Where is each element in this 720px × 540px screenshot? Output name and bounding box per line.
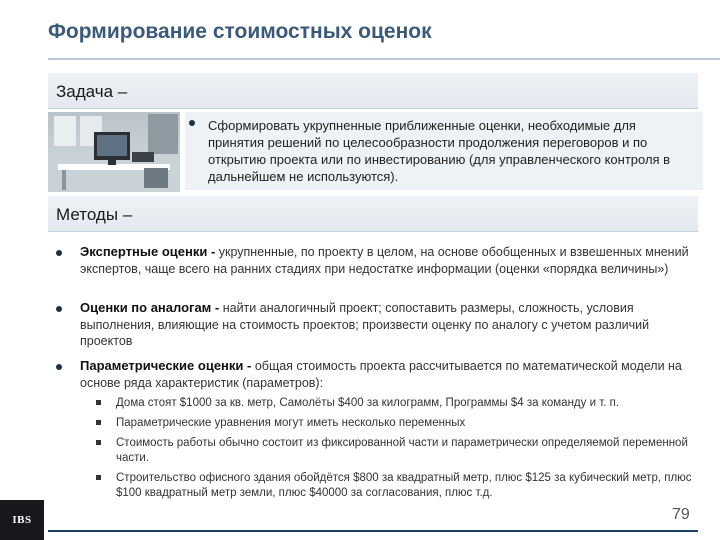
- sub-item-text: Строительство офисного здания обойдётся $800 за квадратный метр, плюс $125 за кубический метр, плюс $100 квадратный метр земли, плюс $40000 за согласования, плюс т.д.: [116, 472, 692, 499]
- methods-heading-band: [48, 196, 698, 232]
- task-heading: Задача –: [56, 82, 128, 101]
- square-bullet-icon: [96, 440, 101, 445]
- method-description: [80, 358, 692, 391]
- square-bullet-icon: [96, 475, 101, 480]
- task-bullet: [185, 112, 703, 190]
- method-text: укрупненные, по проекту в целом, на основе обобщенных и взвешенных мнений экспертов, чаще всего на ранних стадиях при недостатке информации (оценки «порядка величины»): [80, 245, 689, 276]
- bullet-icon: [56, 306, 62, 312]
- footer-divider: [48, 530, 698, 532]
- bullet-icon: [56, 250, 62, 256]
- method-title: Экспертные оценки -: [80, 244, 216, 259]
- sub-item-text: Параметрические уравнения могут иметь несколько переменных: [116, 417, 466, 429]
- bullet-icon: [189, 120, 195, 126]
- bullet-icon: [56, 364, 62, 370]
- method-text: найти аналогичный проект; сопоставить размеры, сложность, условия выполнения, влияющие на стоимость проектов; произвести оценку по аналогу с учетом различий проектов: [80, 301, 650, 348]
- office-illustration: [48, 112, 180, 192]
- task-description: Сформировать укрупненные приближенные оценки, необходимые для принятия решений по целесообразности продолжения переговоров и по открытию проекта или по инвестированию (для управленческого контроля в дальнейшем не используются).: [208, 118, 671, 184]
- page-number: 79: [672, 506, 690, 523]
- ibs-logo: IBS: [0, 500, 44, 540]
- method-description: [80, 300, 692, 350]
- sub-item-text: Стоимость работы обычно состоит из фиксированной части и параметрически определяемой переменной части.: [116, 437, 688, 464]
- method-description: [80, 244, 692, 277]
- method-title: Параметрические оценки -: [80, 358, 252, 373]
- method-text: общая стоимость проекта рассчитывается по математической модели на основе ряда характеристик (параметров):: [80, 359, 682, 390]
- task-heading-band: [48, 73, 698, 109]
- square-bullet-icon: [96, 400, 101, 405]
- methods-heading: Методы –: [56, 205, 133, 224]
- sub-item-text: Дома стоят $1000 за кв. метр, Самолёты $400 за килограмм, Программы $4 за команду и т. п.: [116, 397, 620, 409]
- square-bullet-icon: [96, 420, 101, 425]
- method-title: Оценки по аналогам -: [80, 300, 220, 315]
- slide-title: Формирование стоимостных оценок: [48, 20, 432, 43]
- office-photo: [48, 112, 180, 192]
- title-divider: [48, 58, 720, 60]
